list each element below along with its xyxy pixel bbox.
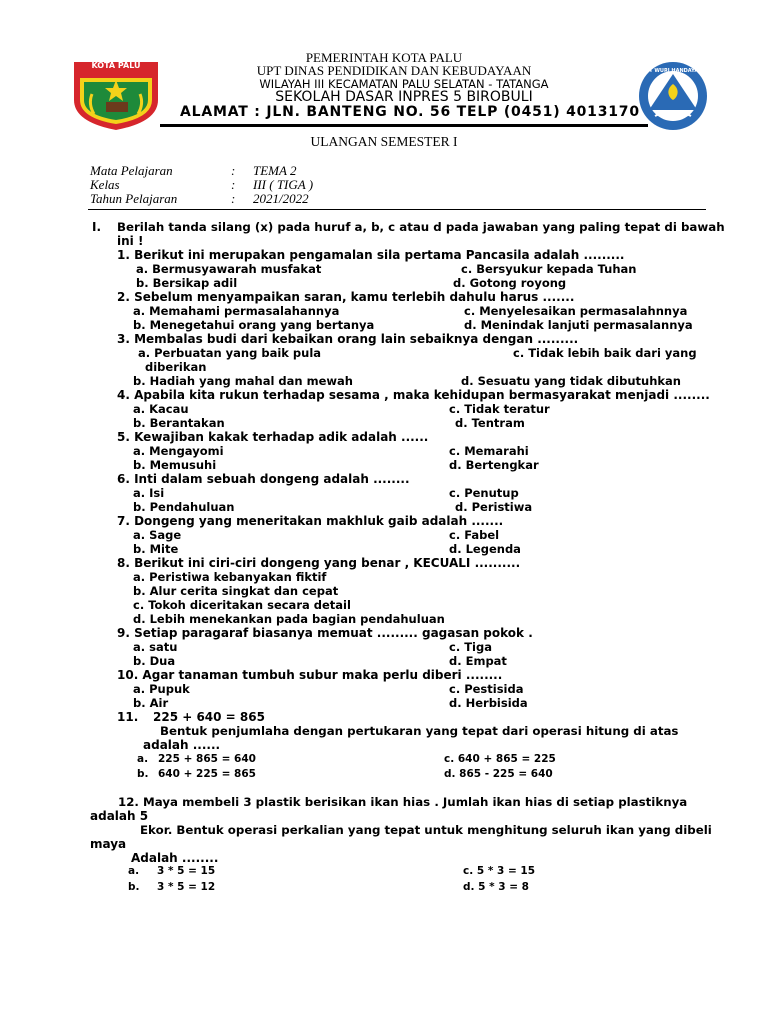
option-c[interactable]: c. 5 * 3 = 15 — [463, 865, 536, 877]
kota-palu-logo-text: KOTA PALU — [91, 61, 141, 70]
section-instruction-cont: ini ! — [117, 234, 144, 248]
option-d[interactable]: d. Peristiwa — [455, 500, 533, 514]
question-text: 10. Agar tanaman tumbuh subur maka perlu diberi ........ — [117, 668, 503, 682]
option-a[interactable]: 3 * 5 = 15 — [157, 865, 216, 877]
option-a-label: a. — [137, 753, 149, 765]
school-address: ALAMAT : JLN. BANTENG NO. 56 TELP (0451) 4013170 — [180, 104, 640, 120]
option-c[interactable]: c. Penutup — [449, 486, 519, 500]
option-b[interactable]: b. Air — [133, 696, 169, 710]
meta-value-subject: TEMA 2 — [253, 163, 297, 178]
question-text: 9. Setiap paragaraf biasanya memuat ......... gagasan pokok . — [117, 626, 533, 640]
option-d[interactable]: d. Gotong royong — [453, 276, 567, 290]
question-text: 8. Berikut ini ciri-ciri dongeng yang benar , KECUALI .......... — [117, 556, 521, 570]
question-text-cont-3: maya — [90, 837, 127, 851]
meta-label-class: Kelas — [90, 177, 120, 192]
option-b[interactable]: b. Berantakan — [133, 416, 225, 430]
option-b[interactable]: b. Pendahuluan — [133, 500, 235, 514]
option-c[interactable]: c. Memarahi — [449, 444, 529, 458]
question-text: 2. Sebelum menyampaikan saran, kamu terlebih dahulu harus ....... — [117, 290, 575, 304]
option-d[interactable]: d. 5 * 3 = 8 — [463, 881, 529, 893]
option-a[interactable]: a. Bermusyawarah musfakat — [136, 262, 322, 276]
meta-sep-subject: : — [231, 163, 236, 178]
option-b-label: b. — [128, 881, 140, 893]
letterhead-line-2: UPT DINAS PENDIDIKAN DAN KEBUDAYAAN — [256, 63, 532, 78]
letterhead-line-3: WILAYAH III KECAMATAN PALU SELATAN - TATANGA — [259, 77, 549, 91]
option-b[interactable]: b. Memusuhi — [133, 458, 217, 472]
question-text: 7. Dongeng yang meneritakan makhluk gaib adalah ....... — [117, 514, 504, 528]
option-c[interactable]: c. Tiga — [449, 640, 492, 654]
section-instruction: Berilah tanda silang (x) pada huruf a, b, c atau d pada jawaban yang paling tepat di bawah — [117, 220, 725, 234]
option-b[interactable]: 3 * 5 = 12 — [157, 881, 216, 893]
section-number: I. — [92, 220, 102, 234]
option-a[interactable]: a. Kacau — [133, 402, 189, 416]
option-c[interactable]: c. Tidak lebih baik dari yang — [513, 346, 697, 360]
meta-value-class: III ( TIGA ) — [253, 177, 314, 192]
question-text: 1. Berikut ini merupakan pengamalan sila pertama Pancasila adalah ......... — [117, 248, 625, 262]
meta-rule — [88, 209, 706, 210]
exam-title: ULANGAN SEMESTER I — [310, 134, 458, 149]
option-d[interactable]: d. Herbisida — [449, 696, 528, 710]
question-text: 5. Kewajiban kakak terhadap adik adalah ...... — [117, 430, 429, 444]
question-text: 12. Maya membeli 3 plastik berisikan ikan hias . Jumlah ikan hias di setiap plastiknya — [118, 795, 688, 809]
tut-wuri-logo-text: TUT WURI HANDAYANI — [641, 68, 705, 74]
option-a[interactable]: a. Sage — [133, 528, 182, 542]
option-a[interactable]: 225 + 865 = 640 — [158, 753, 256, 765]
option-b[interactable]: b. Dua — [133, 654, 176, 668]
option-c-cont: diberikan — [145, 360, 207, 374]
option-b[interactable]: 640 + 225 = 865 — [158, 768, 256, 780]
question-text: 4. Apabila kita rukun terhadap sesama , maka kehidupan bermasyarakat menjadi ........ — [117, 388, 710, 402]
option-d[interactable]: d. 865 - 225 = 640 — [444, 768, 553, 780]
option-d[interactable]: d. Menindak lanjuti permasalannya — [464, 318, 693, 332]
option-d[interactable]: d. Sesuatu yang tidak dibutuhkan — [461, 374, 681, 388]
option-b[interactable]: b. Menegetahui orang yang bertanya — [133, 318, 375, 332]
meta-label-subject: Mata Pelajaran — [90, 163, 173, 178]
option-a-label: a. — [128, 865, 140, 877]
meta-value-year: 2021/2022 — [253, 191, 309, 206]
letterhead-rule — [160, 124, 648, 127]
question-text-cont-2: Ekor. Bentuk operasi perkalian yang tepat untuk menghitung seluruh ikan yang dibeli — [140, 823, 712, 837]
meta-sep-class: : — [231, 177, 236, 192]
question-text: 3. Membalas budi dari kebaikan orang lain sebaiknya dengan ......... — [117, 332, 579, 346]
option-c[interactable]: c. Pestisida — [449, 682, 524, 696]
option-d[interactable]: d. Legenda — [449, 542, 521, 556]
option-d[interactable]: d. Bertengkar — [449, 458, 539, 472]
letterhead-line-1: PEMERINTAH KOTA PALU — [305, 50, 463, 65]
option-b[interactable]: b. Mite — [133, 542, 179, 556]
option-b-label: b. — [137, 768, 149, 780]
option-d[interactable]: d. Lebih menekankan pada bagian pendahuluan — [133, 612, 445, 626]
meta-label-year: Tahun Pelajaran — [90, 191, 178, 206]
question-text-cont: adalah ...... — [143, 738, 221, 752]
meta-sep-year: : — [231, 191, 236, 206]
option-a[interactable]: a. Pupuk — [133, 682, 190, 696]
option-b[interactable]: b. Alur cerita singkat dan cepat — [133, 584, 339, 598]
option-c[interactable]: c. Fabel — [449, 528, 500, 542]
question-expression: 225 + 640 = 865 — [153, 710, 265, 724]
question-text-cont-1: adalah 5 — [90, 809, 149, 823]
option-c[interactable]: c. 640 + 865 = 225 — [444, 753, 556, 765]
option-a[interactable]: a. Peristiwa kebanyakan fiktif — [133, 570, 327, 584]
option-d[interactable]: d. Empat — [449, 654, 507, 668]
option-a[interactable]: a. satu — [133, 640, 178, 654]
option-c[interactable]: c. Bersyukur kepada Tuhan — [461, 262, 637, 276]
option-a[interactable]: a. Isi — [133, 486, 165, 500]
option-c[interactable]: c. Menyelesaikan permasalahnnya — [464, 304, 688, 318]
option-a[interactable]: a. Memahami permasalahannya — [133, 304, 340, 318]
option-c[interactable]: c. Tidak teratur — [449, 402, 550, 416]
question-text: Bentuk penjumlaha dengan pertukaran yang tepat dari operasi hitung di atas — [160, 724, 679, 738]
question-text-cont-4: Adalah ........ — [131, 851, 219, 865]
option-c[interactable]: c. Tokoh diceritakan secara detail — [133, 598, 351, 612]
option-b[interactable]: b. Bersikap adil — [136, 276, 238, 290]
option-b[interactable]: b. Hadiah yang mahal dan mewah — [133, 374, 353, 388]
option-a[interactable]: a. Perbuatan yang baik pula — [138, 346, 322, 360]
question-number: 11. — [117, 710, 139, 724]
option-d[interactable]: d. Tentram — [455, 416, 525, 430]
option-a[interactable]: a. Mengayomi — [133, 444, 224, 458]
question-text: 6. Inti dalam sebuah dongeng adalah ........ — [117, 472, 410, 486]
school-name: SEKOLAH DASAR INPRES 5 BIROBULI — [275, 89, 533, 105]
